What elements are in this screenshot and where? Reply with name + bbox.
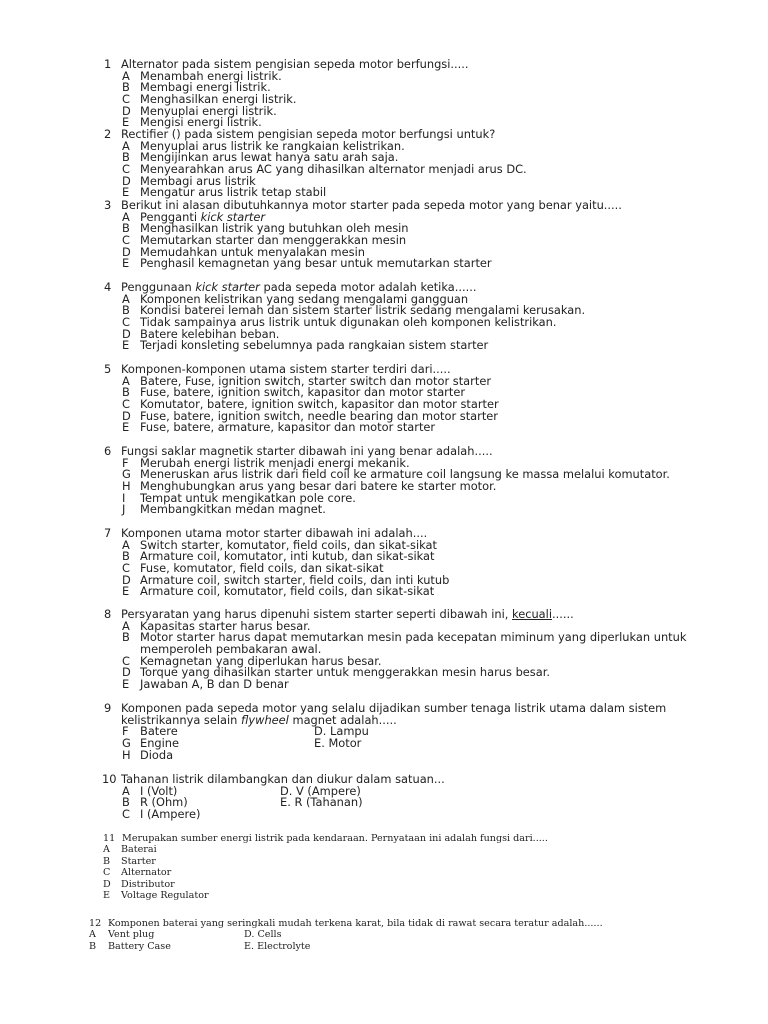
option-d: D Memudahkan untuk menyalakan mesin (122, 244, 365, 259)
option-row: C I (Ampere) (122, 807, 201, 822)
question-number: 1 (104, 57, 112, 71)
question-12 (0, 918, 768, 952)
question-6 (0, 446, 768, 516)
option-a: A Batere, Fuse, ignition switch, starter switch dan motor starter (122, 373, 492, 388)
option-b: B Membagi energi listrik. (122, 80, 271, 95)
option-j: J Membangkitkan medan magnet. (122, 502, 326, 517)
question-number: 3 (104, 198, 112, 212)
option-c: C Fuse, komutator, field coils, dan sikat-sikat (122, 561, 384, 576)
option-row: B Battery Case E. Electrolyte (89, 940, 311, 952)
question-2 (0, 129, 768, 199)
question-text: Komponen baterai yang seringkali mudah terkena karat, bila tidak di rawat secara teratur adalah...... (108, 918, 603, 929)
question-4 (0, 282, 768, 352)
option-c: C Menghasilkan energi listrik. (122, 92, 297, 107)
question-number: 7 (104, 526, 112, 540)
option-a: A Switch starter, komutator, field coils, dan sikat-sikat (122, 537, 438, 552)
question-text: Komponen utama motor starter dibawah ini adalah.... (121, 526, 428, 540)
question-number: 11 (103, 833, 116, 844)
option-d: D Membagi arus listrik (122, 173, 256, 188)
question-10 (0, 774, 768, 821)
question-number: 12 (89, 918, 102, 929)
question-text: Alternator pada sistem pengisian sepeda motor berfungsi..... (121, 57, 469, 71)
option-row: A I (Volt) D. V (Ampere) (122, 783, 361, 798)
option-d: D Armature coil, switch starter, field coils, dan inti kutub (122, 572, 450, 587)
option-b: B Kondisi baterei lemah dan sistem starter listrik sedang mengalami kerusakan. (122, 303, 586, 318)
question-number: 8 (104, 607, 112, 621)
option-b: B Menghasilkan listrik yang butuhkan oleh mesin (122, 221, 409, 236)
option-c: C Tidak sampainya arus listrik untuk digunakan oleh komponen kelistrikan. (122, 315, 557, 330)
option-h: H Menghubungkan arus yang besar dari batere ke starter motor. (122, 479, 497, 494)
option-a: A Menyuplai arus listrik ke rangkaian kelistrikan. (122, 138, 405, 153)
option-b: B Armature coil, komutator, inti kutub, dan sikat-sikat (122, 549, 435, 564)
option-e: E Voltage Regulator (103, 889, 209, 901)
option-c: C Komutator, batere, ignition switch, kapasitor dan motor starter (122, 397, 499, 412)
question-text: Rectifier () pada sistem pengisian sepeda motor berfungsi untuk? (121, 127, 496, 141)
question-number: 10 (102, 772, 117, 786)
option-e: E Mengatur arus listrik tetap stabil (122, 185, 327, 200)
option-row: G Engine E. Motor (122, 736, 362, 751)
option-e: E Terjadi konsleting sebelumnya pada rangkaian sistem starter (122, 338, 489, 353)
option-b: B Starter (103, 855, 156, 867)
question-text: Penggunaan kick starter pada sepeda motor adalah ketika...... (121, 280, 477, 294)
option-e: E Fuse, batere, armature, kapasitor dan motor starter (122, 420, 436, 435)
question-7 (0, 528, 768, 598)
question-text: Merupakan sumber energi listrik pada kendaraan. Pernyataan ini adalah fungsi dari..... (122, 833, 548, 844)
question-number: 2 (104, 127, 112, 141)
option-a: A Pengganti kick starter (122, 209, 266, 224)
option-f: F Merubah energi listrik menjadi energi mekanik. (122, 455, 410, 470)
question-1 (0, 59, 768, 129)
option-i: I Tempat untuk mengikatkan pole core. (122, 490, 356, 505)
option-row: H Dioda (122, 747, 174, 762)
option-c: C Kemagnetan yang diperlukan harus besar. (122, 653, 382, 668)
option-e: E Mengisi energi listrik. (122, 115, 262, 130)
option-d: D Batere kelebihan beban. (122, 326, 280, 341)
option-e: E Armature coil, komutator, field coils, dan sikat-sikat (122, 584, 435, 599)
option-d: D Menyuplai energi listrik. (122, 103, 277, 118)
option-row: B R (Ohm) E. R (Tahanan) (122, 795, 363, 810)
question-text: Komponen-komponen utama sistem starter terdiri dari..... (121, 362, 451, 376)
option-e: E Penghasil kemagnetan yang besar untuk memutarkan starter (122, 256, 492, 271)
option-b-continued: memperoleh pembakaran awal. (140, 642, 322, 657)
option-d: D Fuse, batere, ignition switch, needle bearing dan motor starter (122, 408, 498, 423)
question-8 (0, 609, 768, 691)
option-a: A Kapasitas starter harus besar. (122, 618, 311, 633)
option-c: C Menyearahkan arus AC yang dihasilkan alternator menjadi arus DC. (122, 162, 527, 177)
option-b: B Mengijinkan arus lewat hanya satu arah saja. (122, 150, 399, 165)
question-number: 6 (104, 444, 112, 458)
option-row: F Batere D. Lampu (122, 724, 369, 739)
question-11 (0, 833, 768, 901)
option-c: C Memutarkan starter dan menggerakkan mesin (122, 233, 407, 248)
option-e: E Jawaban A, B dan D benar (122, 677, 289, 692)
option-d: D Distributor (103, 878, 175, 890)
question-text-continued: kelistrikannya selain flywheel magnet adalah..... (121, 712, 397, 727)
question-text: Fungsi saklar magnetik starter dibawah ini yang benar adalah..... (121, 444, 493, 458)
question-number: 9 (104, 701, 112, 715)
question-3 (0, 200, 768, 270)
option-a: A Komponen kelistrikan yang sedang mengalami gangguan (122, 291, 469, 306)
question-text: Berikut ini alasan dibutuhkannya motor starter pada sepeda motor yang benar yaitu..... (121, 198, 622, 212)
option-a: A Baterai (103, 844, 157, 856)
option-d: D Torque yang dihasilkan starter untuk menggerakkan mesin harus besar. (122, 665, 550, 680)
question-text: Persyaratan yang harus dipenuhi sistem starter seperti dibawah ini, kecuali...... (121, 607, 574, 621)
option-a: A Menambah energi listrik. (122, 68, 282, 83)
option-row: A Vent plug D. Cells (89, 929, 282, 941)
option-c: C Alternator (103, 867, 172, 879)
question-9 (0, 703, 768, 761)
question-text: Tahanan listrik dilambangkan dan diukur dalam satuan... (121, 772, 445, 786)
option-b: B Fuse, batere, ignition switch, kapasitor dan motor starter (122, 385, 466, 400)
question-5 (0, 364, 768, 434)
question-number: 4 (104, 280, 112, 294)
question-text: Komponen pada sepeda motor yang selalu dijadikan sumber tenaga listrik utama dalam sistem (121, 701, 667, 715)
question-number: 5 (104, 362, 112, 376)
option-b: B Motor starter harus dapat memutarkan mesin pada kecepatan miminum yang diperlukan untuk (122, 630, 687, 645)
option-g: G Meneruskan arus listrik dari field coil ke armature coil langsung ke massa melalui komutator. (122, 467, 670, 482)
